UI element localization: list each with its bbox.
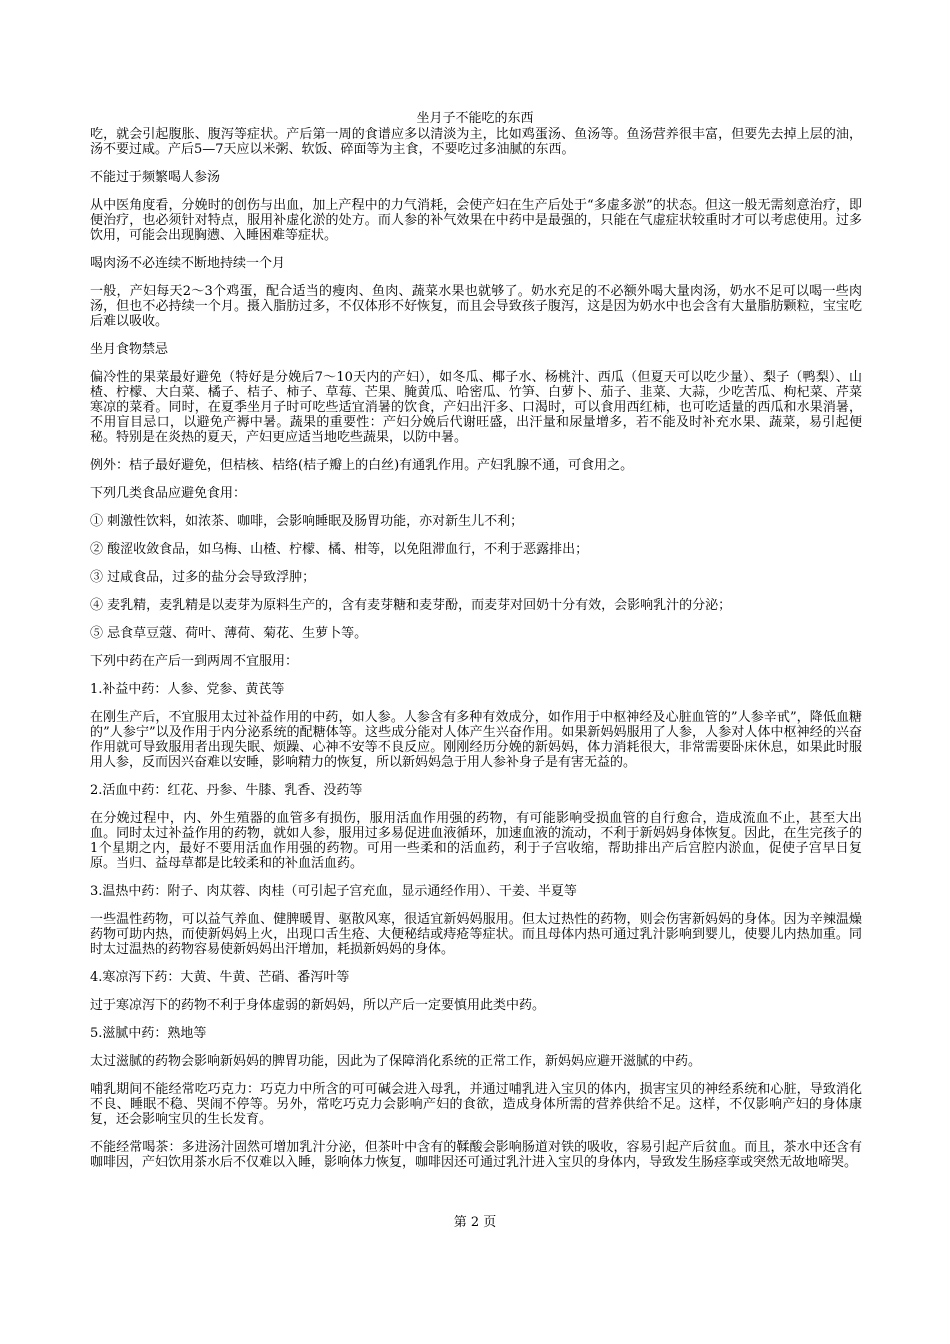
paragraph: 吃，就会引起腹胀、腹泻等症状。产后第一周的食谱应多以清淡为主，比如鸡蛋汤、鱼汤等。鱼汤营养很丰富，但要先去掉上层的油，汤不要过咸。产后5—7天应以米粥、软饭、碎面等为主食，不要吃过多油腻的东西。: [90, 127, 862, 157]
subsection-heading: 3.温热中药：附子、肉苁蓉、肉桂（可引起子宫充血，显示通经作用）、干姜、半夏等: [90, 884, 577, 899]
paragraph: 哺乳期间不能经常吃巧克力：巧克力中所含的可可碱会进入母乳，并通过哺乳进入宝贝的体内，损害宝贝的神经系统和心脏，导致消化不良、睡眠不稳、哭闹不停等。另外，常吃巧克力会影响产妇的食欲，造成身体所需的营养供给不足。这样，不仅影响产妇的身体康复，还会影响宝贝的生长发育。: [90, 1082, 862, 1127]
paragraph: 一般，产妇每天2～3个鸡蛋，配合适当的瘦肉、鱼肉、蔬菜水果也就够了。奶水充足的不必额外喝大量肉汤，奶水不足可以喝一些肉汤，但也不必持续一个月。摄入脂肪过多，不仅体形不好恢复，而且会导致孩子腹泻，这是因为奶水中也会含有大量脂肪颗粒，宝宝吃后难以吸收。: [90, 284, 862, 329]
list-item: ④ 麦乳精，麦乳精是以麦芽为原料生产的，含有麦芽糖和麦芽酚，而麦芽对回奶十分有效，会影响乳汁的分泌；: [90, 598, 732, 613]
paragraph: 在分娩过程中，内、外生殖器的血管多有损伤，服用活血作用强的药物，有可能影响受损血管的自行愈合，造成流血不止，甚至大出血。同时太过补益作用的药物，就如人参，服用过多易促进血液循环，加速血液的流动，不利于新妈妈身体恢复。因此，在生完孩子的1个星期之内，最好不要用活血作用强的药物。可用一些柔和的活血药，利于子宫收缩，帮助排出产后宫腔内淤血，促使子宫早日复原。当归、益母草都是比较柔和的补血活血药。: [90, 811, 862, 871]
paragraph: 过于寒凉泻下的药物不利于身体虚弱的新妈妈，所以产后一定要慎用此类中药。: [90, 998, 546, 1013]
subsection-heading: 5.滋腻中药：熟地等: [90, 1026, 207, 1041]
section-heading: 下列几类食品应避免食用：: [90, 486, 247, 501]
list-item: ① 刺激性饮料，如浓茶、咖啡，会影响睡眠及肠胃功能，亦对新生儿不利；: [90, 514, 524, 529]
section-heading: 喝肉汤不必连续不断地持续一个月: [90, 256, 286, 271]
paragraph: 例外：桔子最好避免，但桔核、桔络(桔子瓣上的白丝)有通乳作用。产妇乳腺不通，可食用之。: [90, 458, 634, 473]
paragraph: 不能经常喝茶：多进汤汁固然可增加乳汁分泌，但茶叶中含有的鞣酸会影响肠道对铁的吸收，容易引起产后贫血。而且，茶水中还含有咖啡因，产妇饮用茶水后不仅难以入睡，影响体力恢复，咖啡因还可通过乳汁进入宝贝的身体内，导致发生肠痉挛或突然无故地啼哭。: [90, 1140, 862, 1170]
paragraph: 在刚生产后，不宜服用太过补益作用的中药，如人参。人参含有多种有效成分，如作用于中枢神经及心脏血管的”人参辛甙”，降低血糖的”人参宁”以及作用于内分泌系统的配糖体等。这些成分能对人体产生兴奋作用。如果新妈妈服用了人参，人参对人体中枢神经的兴奋作用就可导致服用者出现失眠、烦躁、心神不安等不良反应。刚刚经历分娩的新妈妈，体力消耗很大，非常需要卧床休息，如果此时服用人参，反而因兴奋难以安睡，影响精力的恢复，所以新妈妈急于用人参补身子是有害无益的。: [90, 710, 862, 770]
list-item: ⑤ 忌食草豆蔻、荷叶、薄荷、菊花、生萝卜等。: [90, 626, 368, 641]
subsection-heading: 2.活血中药：红花、丹参、牛膝、乳香、没药等: [90, 783, 363, 798]
paragraph: 一些温性药物，可以益气养血、健脾暖胃、驱散风寒，很适宜新妈妈服用。但太过热性的药物，则会伤害新妈妈的身体。因为辛辣温燥药物可助内热，而使新妈妈上火，出现口舌生疮、大便秘结或痔疮等症状。而且母体内热可通过乳汁影响到婴儿，使婴儿内热加重。同时太过温热的药物容易使新妈妈出汗增加，耗损新妈妈的身体。: [90, 912, 862, 957]
subsection-heading: 1.补益中药：人参、党参、黄芪等: [90, 682, 285, 697]
paragraph: 从中医角度看，分娩时的创伤与出血，加上产程中的力气消耗，会使产妇在生产后处于“多虚多淤”的状态。但这一般无需刻意治疗，即便治疗，也必须针对特点，服用补虚化淤的处方。而人参的补气效果在中药中是最强的，只能在气虚症状较重时才可以考虑使用。过多饮用，可能会出现胸懑、入睡困难等症状。: [90, 198, 862, 243]
section-heading: 下列中药在产后一到两周不宜服用：: [90, 654, 299, 669]
document-body: [90, 127, 862, 1183]
paragraph: 偏冷性的果菜最好避免（特好是分娩后7～10天内的产妇），如冬瓜、椰子水、杨桃汁、西瓜（但夏天可以吃少量）、梨子（鸭梨）、山楂、柠檬、大白菜、橘子、桔子、柿子、草莓、芒果、腌黄瓜、哈密瓜、竹笋、白萝卜、茄子、韭菜、大蒜，少吃苦瓜、枸杞菜、芹菜寒凉的菜肴。同时，在夏季坐月子时可吃些适宜消暑的饮食，产妇出汗多、口渴时，可以食用西红柿，也可吃适量的西瓜和水果消暑，不用盲目忌口，以避免产褥中暑。蔬果的重要性：产妇分娩后代谢旺盛，出汗量和尿量增多，若不能及时补充水果、蔬菜，易引起便秘。特别是在炎热的夏天，产妇更应适当地吃些蔬果，以防中暑。: [90, 370, 862, 445]
page-number: 第 2 页: [453, 1215, 497, 1230]
list-item: ③ 过咸食品，过多的盐分会导致浮肿；: [90, 570, 316, 585]
paragraph: 太过滋腻的药物会影响新妈妈的脾胃功能，因此为了保障消化系统的正常工作，新妈妈应避开滋腻的中药。: [90, 1054, 702, 1069]
page-header-title: 坐月子不能吃的东西: [416, 111, 534, 126]
section-heading: 坐月食物禁忌: [90, 342, 169, 357]
list-item: ② 酸涩收敛食品，如乌梅、山楂、柠檬、橘、柑等，以免阻滞血行，不利于恶露排出；: [90, 542, 589, 557]
section-heading: 不能过于频繁喝人参汤: [90, 170, 221, 185]
subsection-heading: 4.寒凉泻下药：大黄、牛黄、芒硝、番泻叶等: [90, 970, 350, 985]
